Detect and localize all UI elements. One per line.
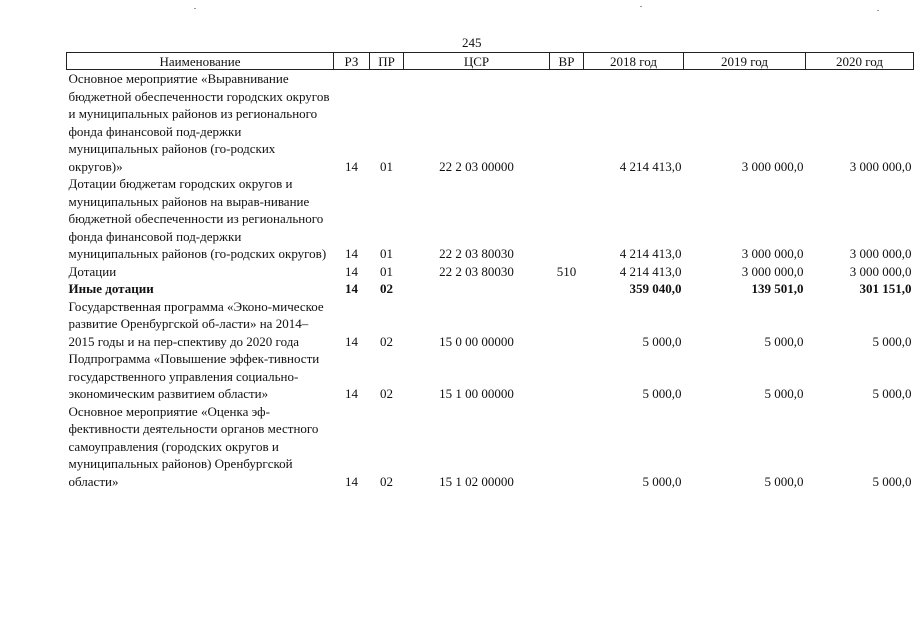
row-name: Дотации бюджетам городских округов и муниципальных районов на вырав-нивание бюджетной обеспеченности из регионального фонда финансовой под-держки муниципальных районов (го-родских округов) — [68, 176, 327, 261]
row-csr: 15 1 00 00000 — [439, 386, 514, 401]
table-row — [67, 350, 914, 403]
row-vr: 510 — [556, 263, 577, 279]
row-pr: 02 — [380, 281, 393, 296]
row-csr — [404, 280, 550, 298]
row-rz: 14 — [345, 473, 358, 489]
row-2018: 5 000,0 — [642, 386, 682, 401]
row-rz: 14 — [345, 333, 358, 349]
table-row — [67, 70, 914, 176]
budget-table — [66, 52, 914, 490]
row-2020: 301 151,0 — [859, 281, 912, 296]
scan-speck — [194, 8, 196, 9]
row-2018: 359 040,0 — [629, 281, 682, 296]
row-2019: 5 000,0 — [764, 333, 804, 349]
header-2019: 2019 год — [684, 53, 806, 70]
table-row — [67, 280, 914, 298]
page-number: 245 — [462, 35, 482, 50]
row-csr: 22 2 03 80030 — [439, 246, 514, 261]
row-csr: 15 0 00 00000 — [439, 333, 514, 349]
row-2020: 5 000,0 — [872, 473, 912, 489]
row-pr: 01 — [380, 246, 393, 261]
row-2019: 5 000,0 — [764, 473, 804, 489]
row-pr: 02 — [380, 473, 393, 489]
row-pr: 01 — [380, 263, 393, 279]
scan-speck — [877, 10, 879, 11]
row-2018: 4 214 413,0 — [619, 263, 682, 279]
header-csr: ЦСР — [404, 53, 550, 70]
row-name: Государственная программа «Эконо-мическое развитие Оренбургской об-ласти» на 2014–2015 годы и на пер-спективу до 2020 года — [68, 298, 324, 349]
row-rz: 14 — [345, 158, 358, 174]
row-2019: 139 501,0 — [751, 281, 804, 296]
row-rz: 14 — [345, 281, 358, 296]
row-2019: 5 000,0 — [764, 386, 804, 401]
row-2020: 3 000 000,0 — [849, 263, 912, 279]
row-name: Подпрограмма «Повышение эффек-тивности государственного управления социально-экономическим развитием области» — [68, 351, 320, 401]
table-header-row — [67, 53, 914, 70]
row-2019: 3 000 000,0 — [741, 158, 804, 174]
row-2018: 5 000,0 — [642, 333, 682, 349]
row-vr — [550, 403, 584, 491]
row-vr — [550, 70, 584, 176]
header-2020: 2020 год — [806, 53, 914, 70]
row-pr: 02 — [380, 386, 393, 401]
row-rz: 14 — [345, 263, 358, 279]
row-vr — [550, 175, 584, 263]
row-rz: 14 — [345, 386, 358, 401]
scan-speck — [640, 6, 642, 7]
row-rz: 14 — [345, 246, 358, 261]
row-csr: 22 2 03 80030 — [439, 263, 514, 279]
row-name: Основное мероприятие «Выравнивание бюджетной обеспеченности городских округов и муниципальных районов из регионального фонда финансовой под-держки муниципальных районов (го-родских округов)» — [68, 71, 330, 174]
row-2018: 4 214 413,0 — [619, 246, 682, 261]
row-vr — [550, 298, 584, 351]
row-2019: 3 000 000,0 — [741, 246, 804, 261]
header-vr: ВР — [550, 53, 584, 70]
row-2019: 3 000 000,0 — [741, 263, 804, 279]
row-pr: 01 — [380, 158, 393, 174]
header-pr: ПР — [370, 53, 404, 70]
row-pr: 02 — [380, 333, 393, 349]
table-row — [67, 263, 914, 281]
row-2020: 5 000,0 — [872, 333, 912, 349]
header-2018: 2018 год — [584, 53, 684, 70]
table-row — [67, 175, 914, 263]
row-2018: 4 214 413,0 — [619, 158, 682, 174]
row-2020: 3 000 000,0 — [849, 158, 912, 174]
header-rz: РЗ — [334, 53, 370, 70]
row-csr: 15 1 02 00000 — [439, 473, 514, 489]
row-2020: 5 000,0 — [872, 386, 912, 401]
row-vr — [550, 350, 584, 403]
row-name: Основное мероприятие «Оценка эф-фективности деятельности органов местного самоуправления (городских округов и муниципальных районов) Оренбургской области» — [68, 403, 319, 489]
row-2018: 5 000,0 — [642, 473, 682, 489]
table-row — [67, 298, 914, 351]
row-csr: 22 2 03 00000 — [439, 158, 514, 174]
table-row — [67, 403, 914, 491]
row-2020: 3 000 000,0 — [849, 246, 912, 261]
header-name: Наименование — [67, 53, 334, 70]
row-name: Иные дотации — [68, 281, 154, 296]
row-name: Дотации — [68, 263, 117, 279]
row-vr — [550, 280, 584, 298]
